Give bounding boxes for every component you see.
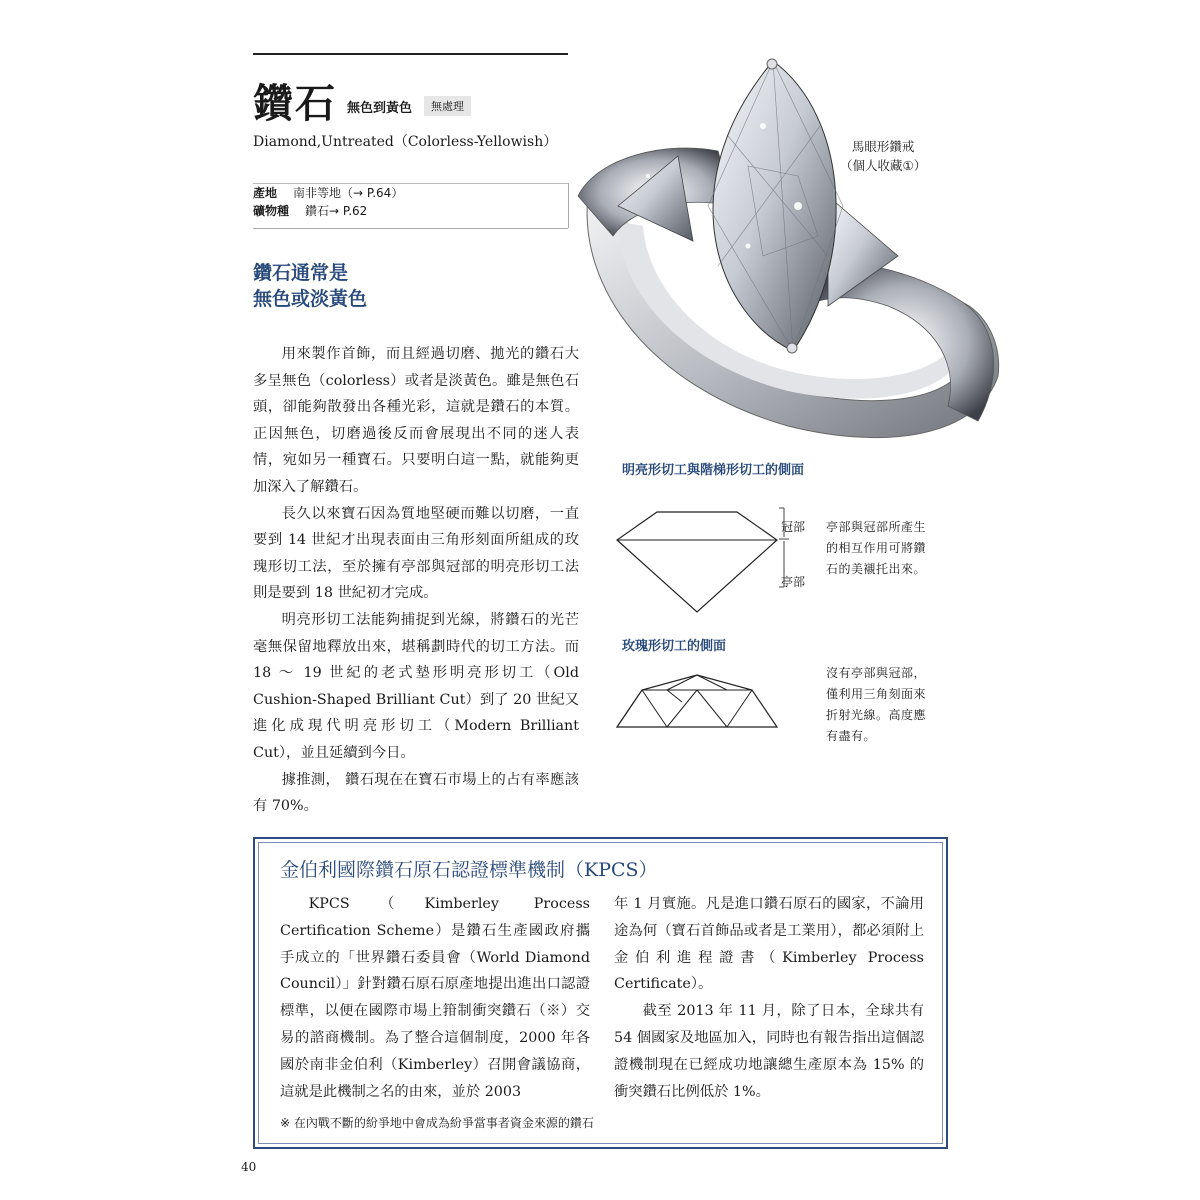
rose-cut-diagram <box>612 672 782 732</box>
body-text <box>253 341 579 820</box>
rose-note-line: 有盡有。 <box>826 729 877 743</box>
brilliant-diagram-title: 明亮形切工與階梯形切工的側面 <box>622 463 805 478</box>
meta-box <box>253 183 568 220</box>
body-paragraph: 用來製作首飾，而且經過切磨、拋光的鑽石大多呈無色（colorless）或者是淡黃色。雖是無色石頭，卻能夠散發出各種光彩，這就是鑽石的本質。正因無色，切磨過後反而會展現出不同的迷人表情，宛如另一種寶石。只要明白這一點，就能夠更加深入了解鑽石。 <box>253 346 579 495</box>
page-number: 40 <box>241 1160 257 1174</box>
brilliant-cut-diagram <box>612 508 782 614</box>
rose-note-line: 折射光線。高度應 <box>826 708 927 722</box>
heading-line-1: 鑽石通常是 <box>253 262 349 284</box>
brilliant-note-line: 的相互作用可將鑽 <box>826 541 927 555</box>
brilliant-note <box>826 517 926 580</box>
kpcs-right-column <box>614 891 924 1105</box>
title-row <box>253 82 471 126</box>
kpcs-left-column <box>280 891 590 1105</box>
species-label: 礦物種 <box>253 204 290 218</box>
body-paragraph: 明亮形切工法能夠捕捉到光線，將鑽石的光芒毫無保留地釋放出來，堪稱劃時代的切工方法。而 18 ～ 19 世紀的老式墊形明亮形切工（Old Cushion-Shaped Brilliant Cut）到了 20 世紀又進化成現代明亮形切工（Modern Brilliant Cut），並且延續到今日。 <box>253 611 579 761</box>
page-subtitle: 無色到黃色 <box>347 100 413 116</box>
page-title: 鑽石 <box>253 80 337 127</box>
treatment-badge: 無處理 <box>424 96 471 116</box>
top-rule <box>253 53 568 55</box>
photo-caption <box>840 137 926 175</box>
meta-species <box>253 202 568 220</box>
rose-diagram-title: 玫瑰形切工的側面 <box>622 639 727 654</box>
kpcs-title: 金伯利國際鑽石原石認證標準機制（KPCS） <box>280 859 658 881</box>
kpcs-box <box>253 837 948 1149</box>
crown-label: 冠部 <box>781 520 806 534</box>
brilliant-note-line: 亭部與冠部所產生 <box>826 520 927 534</box>
kpcs-paragraph: 年 1 月實施。凡是進口鑽石原石的國家，不論用途為何（寶石首飾品或者是工業用），都必須附上金伯利進程證書（Kimberley Process Certificate）。 <box>614 896 924 993</box>
heading-line-2: 無色或淡黃色 <box>253 288 368 310</box>
pavilion-label: 亭部 <box>781 575 806 589</box>
caption-line-1: 馬眼形鑽戒 <box>851 139 915 154</box>
meta-bottom-rule <box>253 228 568 229</box>
origin-label: 產地 <box>253 186 278 200</box>
kpcs-paragraph: 截至 2013 年 11 月，除了日本，全球共有 54 個國家及地區加入，同時也有報告指出這個認證機制現在已經成功地讓總生產原本為 15% 的衝突鑽石比例低於 1%。 <box>614 1003 924 1100</box>
rose-note-line: 沒有亭部與冠部， <box>826 666 927 680</box>
kpcs-footnote: ※ 在內戰不斷的紛爭地中會成為紛爭當事者資金來源的鑽石 <box>280 1116 594 1130</box>
rose-note <box>826 663 926 747</box>
kpcs-paragraph: KPCS（Kimberley Process Certification Scheme）是鑽石生產國政府攜手成立的「世界鑽石委員會（World Diamond Council）」針對鑽石原石原產地提出進出口認證標準，以便在國際市場上箝制衝突鑽石（※）交易的諮商機制。為了整合這個制度，2000 年各國於南非金伯利（Kimberley）召開會議協商，這就是此機制之名的由來，並於 2003 <box>280 896 590 1100</box>
body-paragraph: 長久以來寶石因為質地堅硬而難以切磨，一直要到 14 世紀才出現表面由三角形刻面所組成的玫瑰形切工法，至於擁有亭部與冠部的明亮形切工法則是要到 18 世紀初才完成。 <box>253 505 579 602</box>
brilliant-note-line: 石的美襯托出來。 <box>826 562 927 576</box>
meta-origin <box>253 184 568 202</box>
species-value: 鑽石→ P.62 <box>305 204 368 218</box>
english-title: Diamond,Untreated（Colorless-Yellowish） <box>253 134 558 150</box>
body-paragraph: 據推測， 鑽石現在在寶石市場上的占有率應該有 70%。 <box>253 771 579 815</box>
section-heading <box>253 260 553 312</box>
diamond-ring-photo <box>558 56 1000 450</box>
caption-line-2: （個人收藏①） <box>840 158 927 173</box>
rose-note-line: 僅利用三角刻面來 <box>826 687 927 701</box>
origin-value: 南非等地（→ P.64） <box>293 186 404 200</box>
